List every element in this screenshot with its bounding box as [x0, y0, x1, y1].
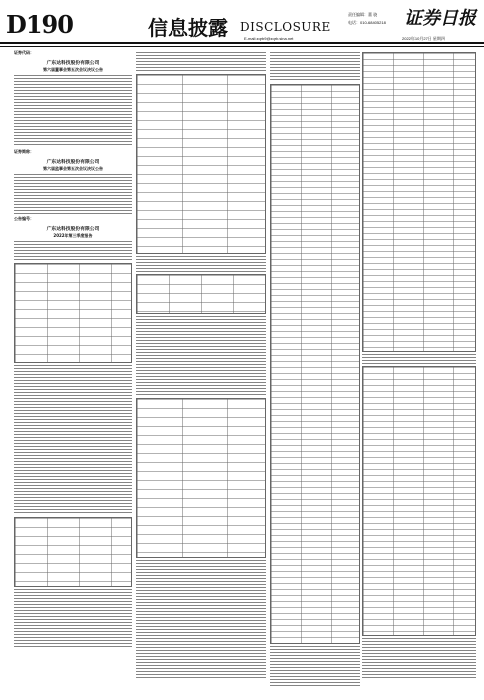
notice-title-1: 广东达科技股份有限公司 [46, 61, 100, 66]
notice-body-1 [14, 75, 132, 147]
header-rule [0, 46, 484, 47]
notice-body-2 [14, 174, 132, 214]
notice-title-3: 广东达科技股份有限公司 [46, 227, 100, 232]
section-title: 信息披露 [148, 16, 228, 40]
page-number: D190 [6, 10, 73, 39]
cashflow-table [362, 366, 476, 636]
col2-body [136, 316, 266, 396]
notice-subtitle-1: 第六届董事会第五次会议决议公告 [43, 67, 103, 72]
col3-intro [270, 52, 360, 82]
col4-footer [362, 638, 476, 678]
col2-body-2 [136, 560, 266, 680]
balance-table [136, 398, 266, 558]
balance-sheet-table [270, 84, 360, 644]
page-header [0, 0, 484, 44]
shareholder-table [136, 74, 266, 254]
announcement-line: 公告编号： [14, 216, 34, 221]
stock-name-line: 证券简称： [14, 149, 34, 154]
newspaper-logo: 证券日报 [404, 8, 476, 29]
notice-subtitle-3: 2022年第三季度报告 [53, 233, 93, 238]
financial-table-2 [14, 517, 132, 587]
column-1 [14, 50, 132, 694]
column-3 [270, 50, 360, 694]
publication-date: 2022年10月27日 星期四 [402, 36, 445, 41]
email-line: E-mail:zqrb9@zqrb.sina.net [244, 36, 294, 41]
financial-table-1 [14, 263, 132, 363]
stock-code-line: 证券代码： [14, 50, 34, 55]
report-intro [14, 241, 132, 261]
column-4 [362, 50, 476, 694]
col3-footer [270, 646, 360, 686]
phone-line: 电话：010-68405218 [348, 20, 386, 25]
income-statement-table [362, 52, 476, 352]
report-body [14, 365, 132, 515]
editor-line: 责任编辑：董 骁 [348, 12, 378, 17]
report-body-2 [14, 589, 132, 649]
col2-note [136, 256, 266, 272]
notice-title-2: 广东达科技股份有限公司 [46, 160, 100, 165]
col2-intro [136, 52, 266, 72]
col4-note [362, 354, 476, 364]
column-2 [136, 50, 266, 694]
holder-table-2 [136, 274, 266, 314]
notice-subtitle-2: 第六届监事会第五次会议决议公告 [43, 166, 103, 171]
section-title-en: DISCLOSURE [240, 20, 331, 34]
